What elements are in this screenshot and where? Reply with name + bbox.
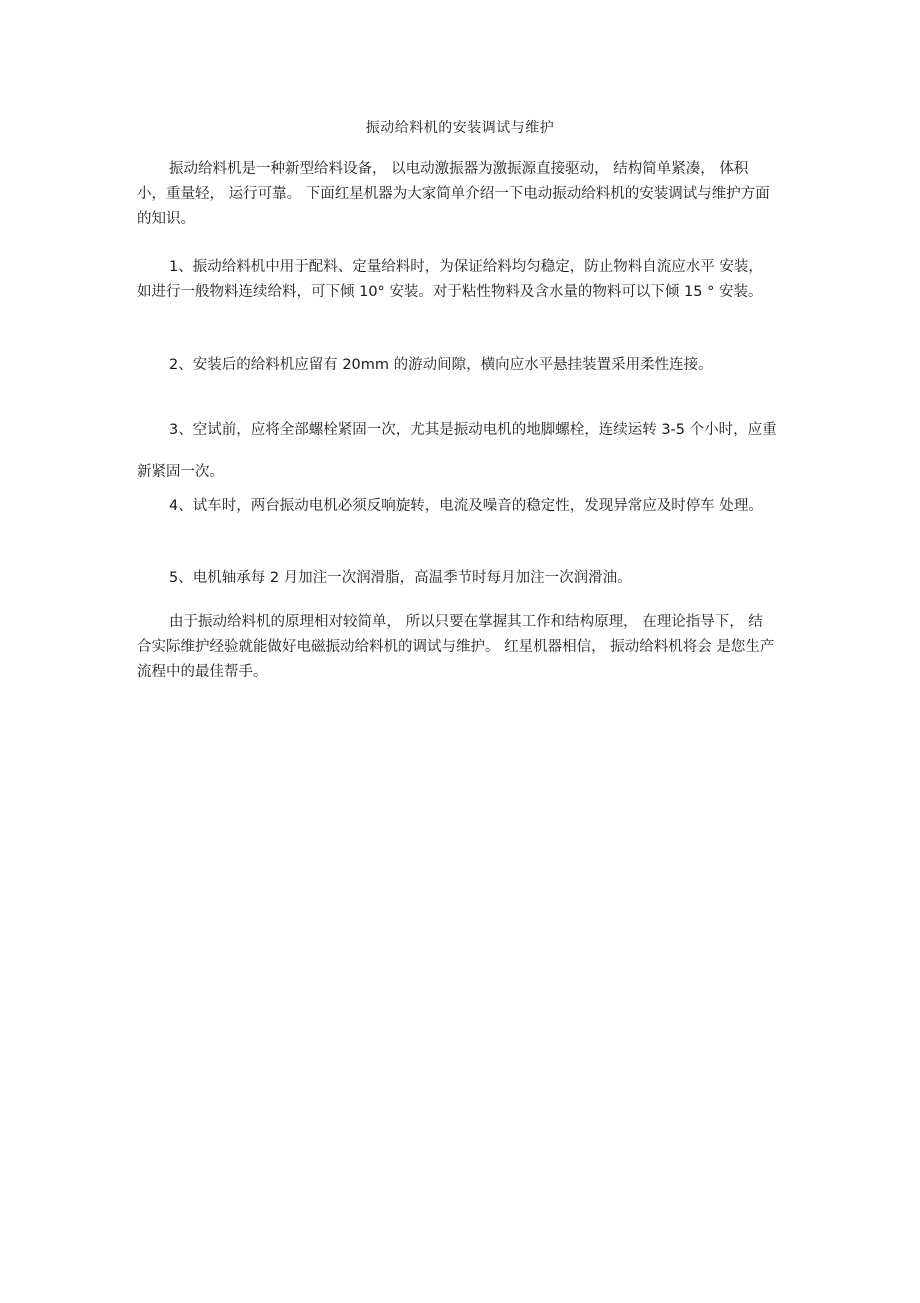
list-item: 3、空试前，应将全部螺栓紧固一次，尤其是振动电机的地脚螺栓，连续运转 3-5 个小时，应重新紧固一次。 (137, 422, 777, 480)
conclusion-paragraph: 由于振动给料机的原理相对较简单， 所以只要在掌握其工作和结构原理， 在理论指导下， 结合实际维护经验就能做好电磁振动给料机的调试与维护。 红星机器相信， 振动给料机将会 是您生产流程中的最佳帮手。 (137, 614, 775, 680)
intro-paragraph: 振动给料机是一种新型给料设备， 以电动激振器为激振源直接驱动， 结构简单紧凑， 体积小，重量轻， 运行可靠。 下面红星机器为大家简单介绍一下电动振动给料机的安装调试与维护方面的知识。 (137, 161, 770, 227)
list-item: 1、振动给料机中用于配料、定量给料时，为保证给料均匀稳定，防止物料自流应水平 安装，如进行一般物料连续给料，可下倾 10° 安装。对于粘性物料及含水量的物料可以下倾 15 ° 安装。 (137, 259, 763, 300)
list-item: 5、电机轴承每 2 月加注一次润滑脂，高温季节时每月加注一次润滑油。 (169, 570, 632, 586)
document-title: 振动给料机的安装调试与维护 (365, 120, 555, 136)
list-item: 4、试车时，两台振动电机必须反响旋转，电流及噪音的稳定性，发现异常应及时停车 处理。 (169, 498, 763, 514)
list-item: 2、安装后的给料机应留有 20mm 的游动间隙，横向应水平悬挂装置采用柔性连接。 (169, 357, 713, 373)
